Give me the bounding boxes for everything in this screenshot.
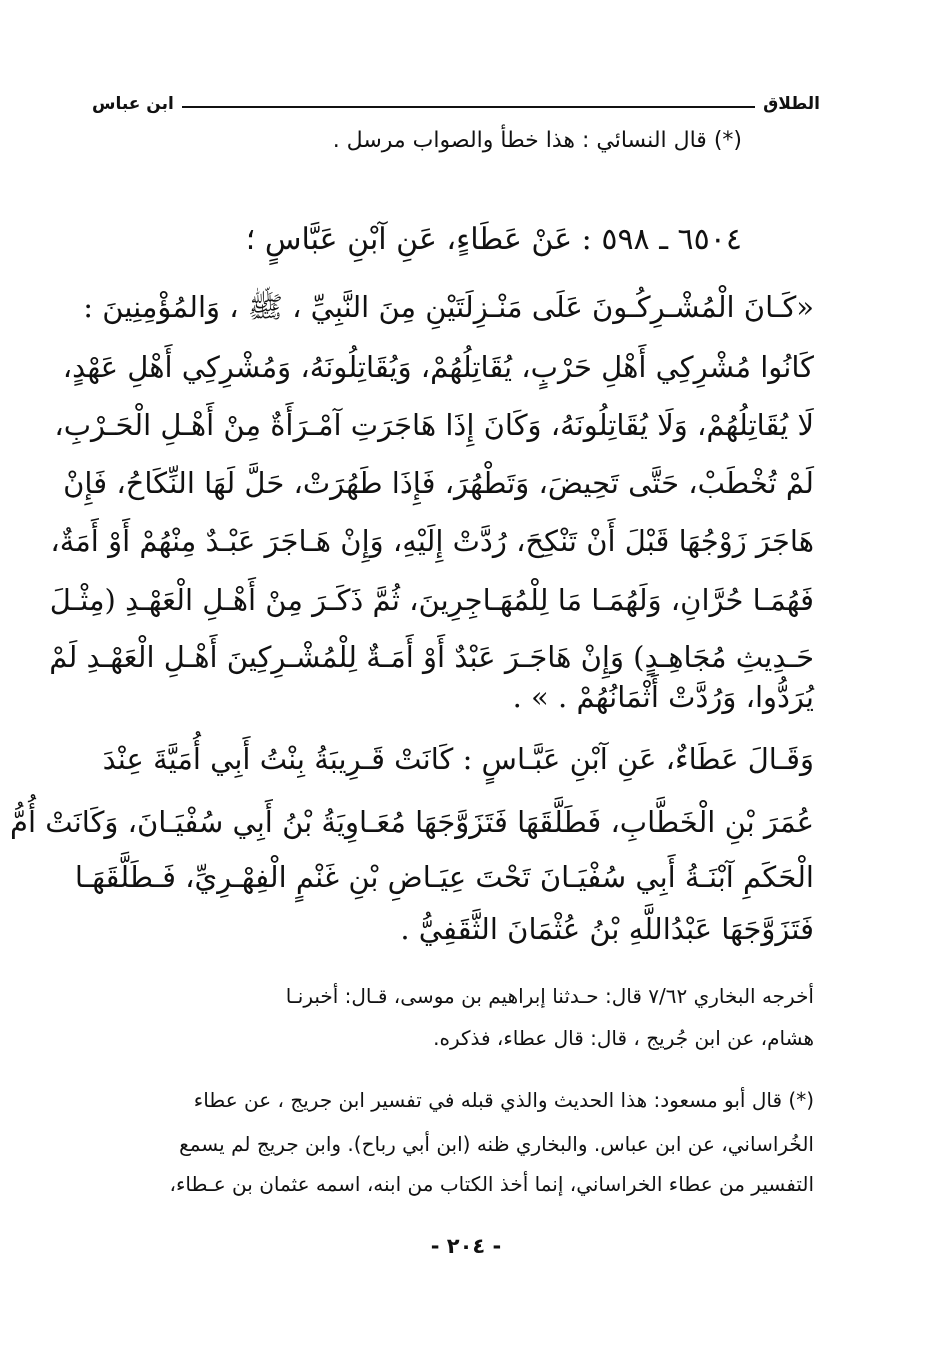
source-line: أخرجه البخاري ٧/٦٢ قال: حـدثنا إبراهيم بن موسى، قـال: أخبرنـا	[285, 984, 814, 1008]
hadith-line: وَقَـالَ عَطَاءٌ، عَنِ آبْنِ عَبَّـاسٍ : كَانَتْ قَـرِيبَةُ بِنْتُ أَبِي أُمَيَّةَ عِنْدَ	[102, 742, 814, 776]
hadith-line: لَا يُقَاتِلُهُمْ، وَلَا يُقَاتِلُونَهُ، وَكَانَ إِذَا هَاجَرَتِ آمْـرَأَةٌ مِنْ أَهْـلِ الْحَـرْبِ،	[54, 408, 814, 442]
source-line: هشام، عن ابن جُريج ، قال: قال عطاء، فذكره.	[433, 1026, 814, 1050]
section-title: ابن عباس	[92, 94, 174, 114]
hadith-line: عُمَرَ بْنِ الْخَطَّابِ، فَطَلَّقَهَا فَتَزَوَّجَهَا مُعَـاوِيَةُ بْنُ أَبِي سُفْيَـانَ، وَكَانَتْ أُمُّ	[9, 805, 814, 839]
chapter-title: الطلاق	[763, 94, 820, 114]
hadith-heading: ٦٥٠٤ ـ ٥٩٨ : عَنْ عَطَاءٍ، عَنِ آبْنِ عَبَّاسٍ ؛	[245, 222, 742, 257]
hadith-line: هَاجَرَ زَوْجُهَا قَبْلَ أَنْ تَنْكِحَ، رُدَّتْ إِلَيْهِ، وَإِنْ هَـاجَرَ عَبْـدٌ مِنْهُمْ أَوْ أَمَةٌ،	[50, 524, 814, 558]
hadith-line: حَـدِيثِ مُجَاهِـدٍ) وَإِنْ هَاجَـرَ عَبْدٌ أَوْ أَمَـةٌ لِلْمُشْـرِكِينَ أَهْـلِ الْعَهْـدِ لَمْ	[49, 640, 814, 674]
footnote-line: الخُراساني، عن ابن عباس. والبخاري ظنه (ابن أبي رباح). وابن جريج لم يسمع	[179, 1132, 814, 1156]
page-number: - ٢٠٤ -	[430, 1234, 502, 1258]
hadith-line: «كَـانَ الْمُشْـرِكُـونَ عَلَى مَنْـزِلَتَيْنِ مِنَ النَّبِيِّ ، ﷺ ، وَالمُؤْمِنِينَ :	[83, 290, 814, 324]
hadith-line: فَتَزَوَّجَهَا عَبْدُاللَّهِ بْنُ عُثْمَانَ الثَّقَفِيُّ .	[400, 912, 814, 946]
header-rule	[182, 106, 755, 108]
hadith-line: فَهُمَـا حُرَّانِ، وَلَهُمَـا مَا لِلْمُهَـاجِرِينَ، ثُمَّ ذَكَـرَ مِنْ أَهْـلِ الْعَهْـدِ (مِثْـلَ	[49, 583, 814, 617]
footnote-line: (*) قال أبو مسعود: هذا الحديث والذي قبله في تفسير ابن جريج ، عن عطاء	[193, 1088, 814, 1112]
footnote-line: التفسير من عطاء الخراساني، إنما أخذ الكتاب من ابنه، اسمه عثمان بن عـطاء،	[169, 1172, 814, 1196]
running-header	[92, 84, 820, 114]
hadith-line: يُرَدُّوا، وَرُدَّتْ أَثْمَانُهُمْ . » .	[512, 680, 814, 714]
hadith-line: الْحَكَمِ آبْنَـةُ أَبِي سُفْيَـانَ تَحْتَ عِيَـاضِ بْنِ غَنْمٍ الْفِهْـرِيِّ، فَـطَلَّقَهَـا	[74, 860, 814, 894]
hadith-line: لَمْ تُخْطَبْ، حَتَّى تَحِيضَ، وَتَطْهُرَ، فَإِذَا طَهُرَتْ، حَلَّ لَهَا النِّكَاحُ، فَإِنْ	[63, 466, 814, 500]
hadith-line: كَانُوا مُشْرِكِي أَهْلِ حَرْبٍ، يُقَاتِلُهُمْ، وَيُقَاتِلُونَهُ، وَمُشْرِكِي أَهْلِ عَهْدٍ،	[62, 350, 814, 384]
top-footnote: (*) قال النسائي : هذا خطأ والصواب مرسل .	[332, 128, 742, 153]
